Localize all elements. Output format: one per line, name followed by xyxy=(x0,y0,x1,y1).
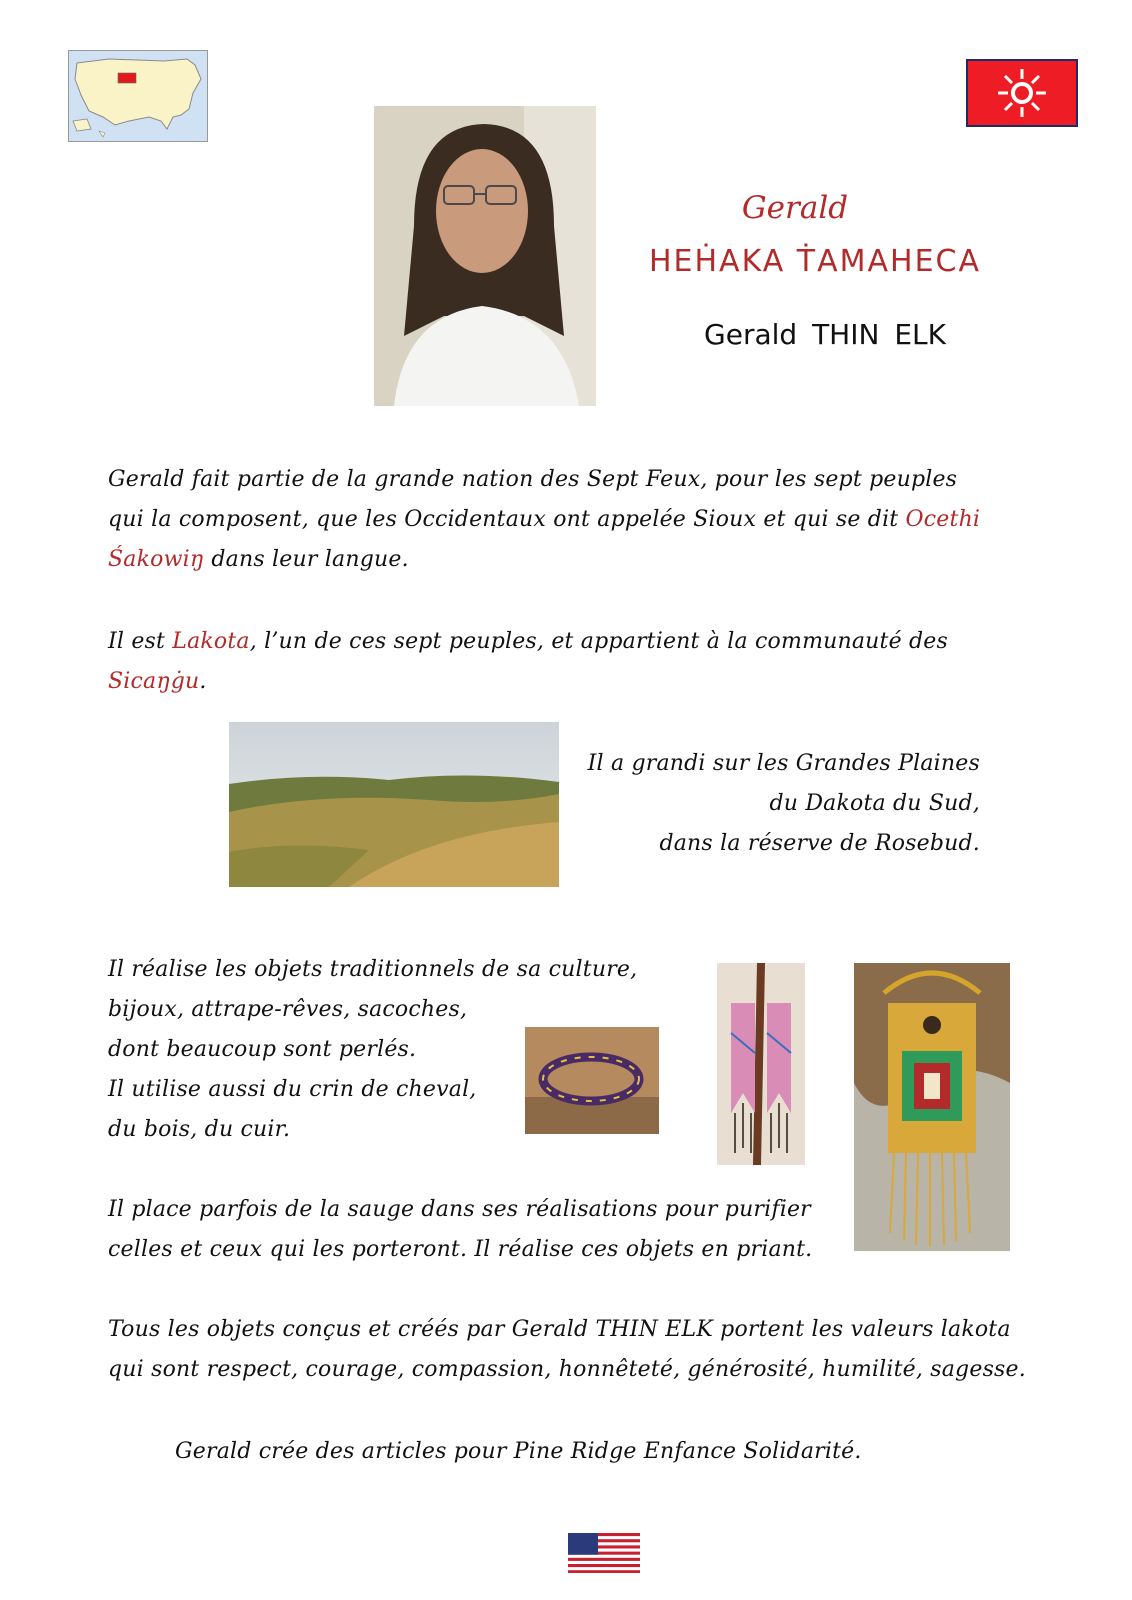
paragraph-pine-ridge: Gerald crée des articles pour Pine Ridge Enfance Solidarité. xyxy=(175,1439,862,1464)
text-line: Il a grandi sur les Grandes Plaines xyxy=(587,751,980,776)
text-line: Gerald fait partie de la grande nation des Sept Feux, pour les sept peuples xyxy=(108,467,958,492)
bracelet-photo xyxy=(525,1027,659,1134)
text-line: qui sont respect, courage, compassion, honnêteté, générosité, humilité, sagesse. xyxy=(108,1357,1026,1382)
text-line: dans la réserve de Rosebud. xyxy=(659,831,980,856)
text-span: . xyxy=(199,669,207,694)
highlight-lakota: Lakota xyxy=(172,629,250,654)
text-line: Il place parfois de la sauge dans ses réalisations pour purifier xyxy=(108,1197,811,1222)
text-line: bijoux, attrape-rêves, sacoches, xyxy=(108,997,468,1022)
plains-text xyxy=(560,744,980,864)
text-line: dont beaucoup sont perlés. xyxy=(108,1037,417,1062)
us-map-south-dakota-icon xyxy=(68,50,208,142)
text-line xyxy=(108,662,1028,702)
text-line xyxy=(108,622,1028,662)
name-english: Gerald THIN ELK xyxy=(704,318,946,351)
text-span: Il est xyxy=(108,629,173,654)
paragraph-nation xyxy=(108,460,1028,580)
us-flag-icon xyxy=(568,1533,640,1573)
name-first: Gerald xyxy=(741,190,849,226)
beaded-pouch-photo xyxy=(854,963,1010,1251)
text-line: Tous les objets conçus et créés par Gerald THIN ELK portent les valeurs lakota xyxy=(108,1317,1011,1342)
rosebud-sioux-flag-icon xyxy=(966,59,1078,127)
text-line: Il utilise aussi du crin de cheval, xyxy=(108,1077,477,1102)
paragraph-lakota xyxy=(108,622,1028,702)
text-span: qui la composent, que les Occidentaux ont appelée Sioux et qui se dit xyxy=(108,507,906,532)
text-line xyxy=(108,500,1028,540)
text-span: dans leur langue. xyxy=(204,547,409,572)
text-span: , l’un de ces sept peuples, et appartient à la communauté des xyxy=(249,629,948,654)
text-line: Il réalise les objets traditionnels de sa culture, xyxy=(108,957,638,982)
earrings-photo xyxy=(717,963,805,1165)
highlight-sicangu: Sicaŋġu xyxy=(108,669,200,694)
paragraph-values xyxy=(108,1310,1108,1390)
name-lakota: HEḢAKA ṪAMAHECA xyxy=(648,244,982,279)
portrait-photo xyxy=(374,106,596,406)
text-line: celles et ceux qui les porteront. Il réalise ces objets en priant. xyxy=(108,1237,813,1262)
highlight-sakowin: Śakowiŋ xyxy=(108,547,205,572)
highlight-ocethi: Ocethi xyxy=(905,507,981,532)
paragraph-sage xyxy=(108,1190,848,1270)
text-line: du Dakota du Sud, xyxy=(769,791,980,816)
text-line xyxy=(108,540,1028,580)
text-line: du bois, du cuir. xyxy=(108,1117,291,1142)
plains-photo xyxy=(229,722,559,887)
